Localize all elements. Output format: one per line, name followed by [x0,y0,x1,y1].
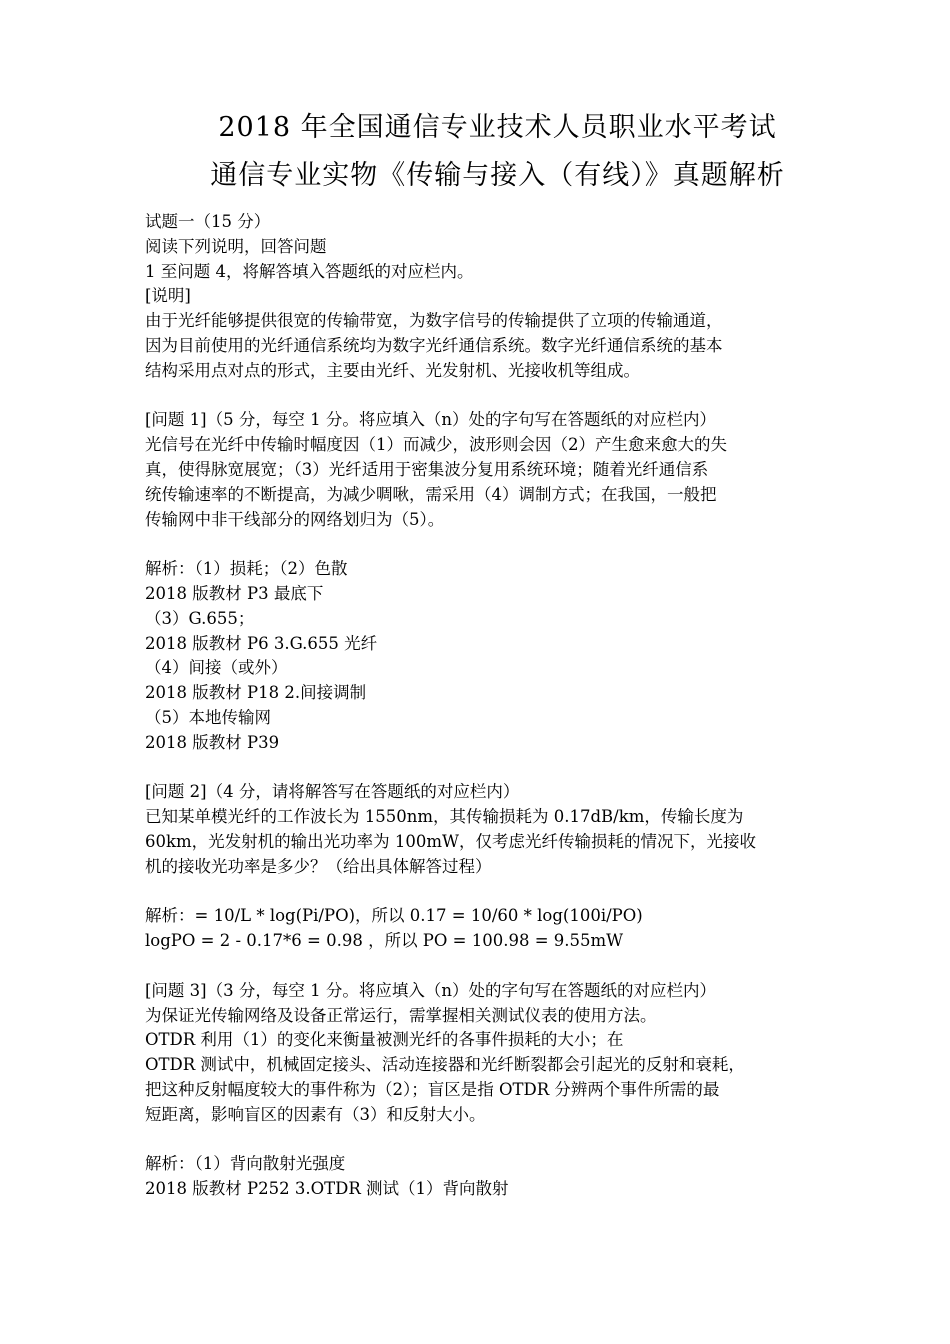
question-3 [145,979,850,1128]
question-1 [145,408,850,532]
answer-3-line: 解析：（1）背向散射光强度 [145,1154,346,1174]
answer-1-line: 解析：（1）损耗；（2）色散 [145,559,348,579]
answer-1-line: （4）间接（或外） [145,658,288,678]
question-3-line: 短距离，影响盲区的因素有（3）和反射大小。 [145,1104,486,1124]
intro-section [145,210,850,384]
question-3-line: OTDR 测试中，机械固定接头、活动连接器和光纤断裂都会引起光的反射和衰耗， [145,1055,745,1075]
answer-2-line: logPO = 2 - 0.17*6 = 0.98 ，所以 PO = 100.98 = 9.55mW [145,931,624,951]
question-1-line: 统传输速率的不断提高，为减少啁啾，需采用（4）调制方式；在我国，一般把 [145,484,717,504]
description-label: [说明] [145,286,191,306]
question-3-line: 把这种反射幅度较大的事件称为（2）；盲区是指 OTDR 分辨两个事件所需的最 [145,1079,720,1099]
answer-1-line: （3）G.655； [145,608,255,628]
question-2 [145,780,850,879]
question-2-line: 机的接收光功率是多少？（给出具体解答过程） [145,856,492,876]
question-3-line: 为保证光传输网络及设备正常运行，需掌握相关测试仪表的使用方法。 [145,1005,657,1025]
answer-1-line: 2018 版教材 P18 2.间接调制 [145,683,367,703]
answer-3 [145,1152,850,1202]
answer-2 [145,904,850,954]
answer-1-line: 2018 版教材 P39 [145,732,280,752]
question-2-line: 已知某单模光纤的工作波长为 1550nm，其传输损耗为 0.17dB/km，传输长度为 [145,807,744,827]
answer-3-line: 2018 版教材 P252 3.OTDR 测试（1）背向散射 [145,1179,509,1199]
instruction-line: 1 至问题 4，将解答填入答题纸的对应栏内。 [145,261,474,281]
description-line: 由于光纤能够提供很宽的传输带宽，为数字信号的传输提供了立项的传输通道， [145,311,723,331]
description-line: 因为目前使用的光纤通信系统均为数字光纤通信系统。数字光纤通信系统的基本 [145,335,723,355]
question-1-line: 光信号在光纤中传输时幅度因（1）而减少，波形则会因（2）产生愈来愈大的失 [145,435,727,455]
document-subtitle: 通信专业实物《传输与接入（有线）》真题解析 [210,160,785,191]
document-title: 2018 年全国通信专业技术人员职业水平考试 [218,112,777,143]
answer-1-line: 2018 版教材 P3 最底下 [145,583,324,603]
answer-1-line: 2018 版教材 P6 3.G.655 光纤 [145,633,378,653]
question-heading: 试题一（15 分） [145,212,271,231]
description-line: 结构采用点对点的形式，主要由光纤、光发射机、光接收机等组成。 [145,360,640,380]
instruction-line: 阅读下列说明，回答问题 [145,236,327,256]
question-2-heading: [问题 2]（4 分，请将解答写在答题纸的对应栏内） [145,782,520,802]
question-2-line: 60km，光发射机的输出光功率为 100mW，仅考虑光纤传输损耗的情况下，光接收 [145,831,756,851]
question-3-heading: [问题 3]（3 分，每空 1 分。将应填入（n）处的字句写在答题纸的对应栏内） [145,980,716,1000]
answer-2-line: 解析：= 10/L * log(Pi/PO)，所以 0.17 = 10/60 * log(100i/PO) [145,906,643,926]
answer-1-line: （5）本地传输网 [145,707,271,727]
answer-1 [145,557,850,755]
question-1-line: 传输网中非干线部分的网络划归为（5）。 [145,509,445,529]
question-1-heading: [问题 1]（5 分，每空 1 分。将应填入（n）处的字句写在答题纸的对应栏内） [145,410,716,430]
question-1-line: 真，使得脉宽展宽；（3）光纤适用于密集波分复用系统环境；随着光纤通信系 [145,459,709,479]
question-3-line: OTDR 利用（1）的变化来衡量被测光纤的各事件损耗的大小；在 [145,1030,624,1050]
